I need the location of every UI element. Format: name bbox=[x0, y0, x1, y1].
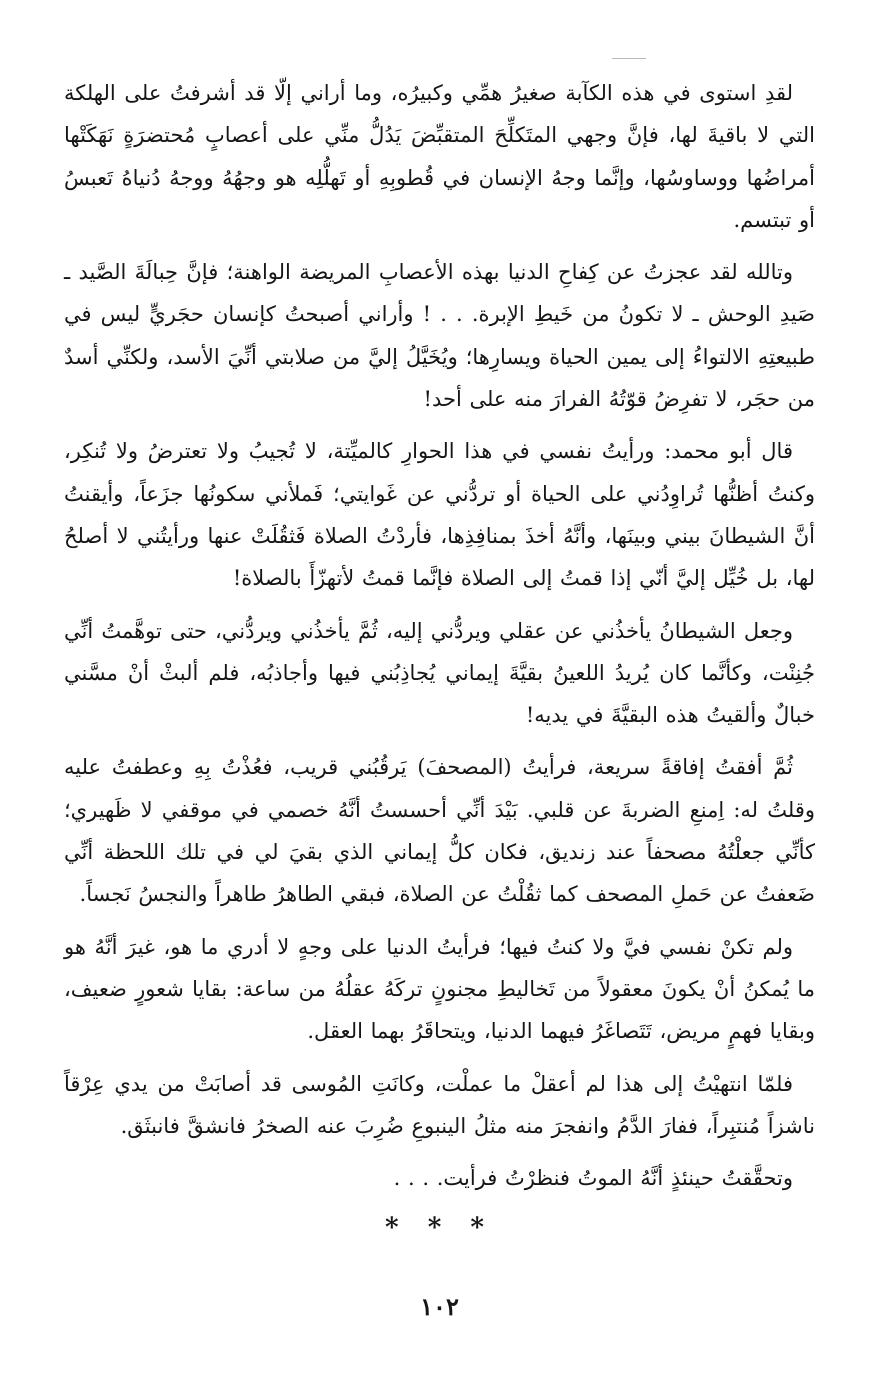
paragraph-8: وتحقَّقتُ حينئذٍ أنَّهُ الموتُ فنظرْتُ فرأيت. . . . bbox=[393, 1166, 793, 1191]
header-rule bbox=[612, 58, 646, 59]
section-separator: * * * bbox=[385, 1213, 494, 1244]
paragraph-1: لقدِ استوى في هذه الكآبة صغيرُ همِّي وكبيرُه، وما أراني إلّا قد أشرفتُ على الهلكة التي لا باقيةَ لها، فإنَّ وجهي المتَكلِّحَ المتقبِّضَ يَدُلُّ منِّي على أعصابٍ مُحتضرَةٍ نَهَكَتْها أمراضُها ووساوسُها، وإنَّما وجهُ الإنسان في قُطوبِهِ أو تَهلُّلِه هو وجهُهُ ووجهُ دُنياهُ تَعبسُ أو تبتسم. bbox=[64, 81, 815, 232]
page-number: ١٠٢ bbox=[420, 1292, 459, 1321]
page-body bbox=[64, 72, 815, 1243]
paragraph-4: وجعل الشيطانُ يأخذُني عن عقلي ويردُّني إليه، ثُمَّ يأخذُني ويردُّني، حتى توهَّمتُ أنِّي جُنِنْت، وكأنَّما كان يُريدُ اللعينُ بقيَّةَ إيماني يُجاذِبُني فيها وأجاذبُه، فلم ألبثْ أنْ مسَّني خبالٌ وألقيتُ هذه البقيَّةَ في يديه! bbox=[64, 618, 815, 728]
paragraph-2: وتالله لقد عجزتُ عن كِفاحِ الدنيا بهذه الأعصابِ المريضة الواهنة؛ فإنَّ حِبالَةَ الصَّيد ـ صَيدِ الوحش ـ لا تكونُ من خَيطِ الإبرة. . . ! وأراني أصبحتُ كإنسان حجَريٍّ ليس في طبيعتِهِ الالتواءُ إلى يمين الحياة ويسارِها؛ ويُخَيَّلُ إليَّ من صلابتي أنِّيَ الأسد، ولكنِّي أسدٌ من حجَر، لا تفرِضُ قوّتُهُ الفرارَ منه على أحد! bbox=[64, 260, 815, 412]
paragraph-6: ولم تكنْ نفسي فيَّ ولا كنتُ فيها؛ فرأيتُ الدنيا على وجهٍ لا أدري ما هو، غيرَ أنَّهُ هو ما يُمكنُ أنْ يكونَ معقولاً من تَخاليطِ مجنونٍ تركَهُ عقلُهُ من ساعة: بقايا شعورٍ ضعيف، وبقايا فهمٍ مريض، تَتَصاغَرُ فيهما الدنيا، ويتحاقَرُ بهما العقل. bbox=[64, 934, 815, 1044]
paragraph-3: قال أبو محمد: ورأيتُ نفسي في هذا الحوارِ كالميِّتة، لا تُجيبُ ولا تعترضُ ولا تُنكِر، وكنتُ أظنُّها تُراوِدُني على الحياة أو تردُّني عن غَوايتي؛ فَملأني سكونُها جزَعاً، وأيقنتُ أنَّ الشيطانَ بيني وبينَها، وأنَّهُ أخذَ بمنافِذِها، فأردْتُ الصلاة فَثقُلَتْ عنها ورأيتُني لا أصلحُ لها، بل خُيِّل إليَّ أنّي إذا قمتُ إلى الصلاة فإنَّما قمتُ لأتهزّأَ بالصلاة! bbox=[64, 439, 815, 591]
paragraph-5: ثُمَّ أفقتُ إفاقةً سريعة، فرأيتُ (المصحفَ) يَرقُبُني قريب، فعُذْتُ بِهِ وعطفتُ عليه وقلتُ له: اِمنعِ الضربةَ عن قلبي. بَيْدَ أنِّي أحسستُ أنَّهُ خصمي في موقفي لا ظَهيري؛ كأنِّي جعلْتُهُ مصحفاً عند زنديق، فكان كلُّ إيماني الذي بقيَ لي في تلك اللحظة أنِّي ضَعفتُ عن حَملِ المصحف كما ثقُلْتُ عن الصلاة، فبقي الطاهرُ طاهراً والنجسُ نَجساً. bbox=[64, 755, 815, 907]
paragraph-7: فلمّا انتهيْتُ إلى هذا لم أعقلْ ما عملْت، وكانَتِ المُوسى قد أصابَتْ من يدي عِرْقاً ناشزاً مُنتبِراً، ففارَ الدَّمُ وانفجرَ منه مثلُ الينبوعِ ضُرِبَ عنه الصخرُ فانشقَّ فانبثَق. bbox=[64, 1071, 815, 1138]
